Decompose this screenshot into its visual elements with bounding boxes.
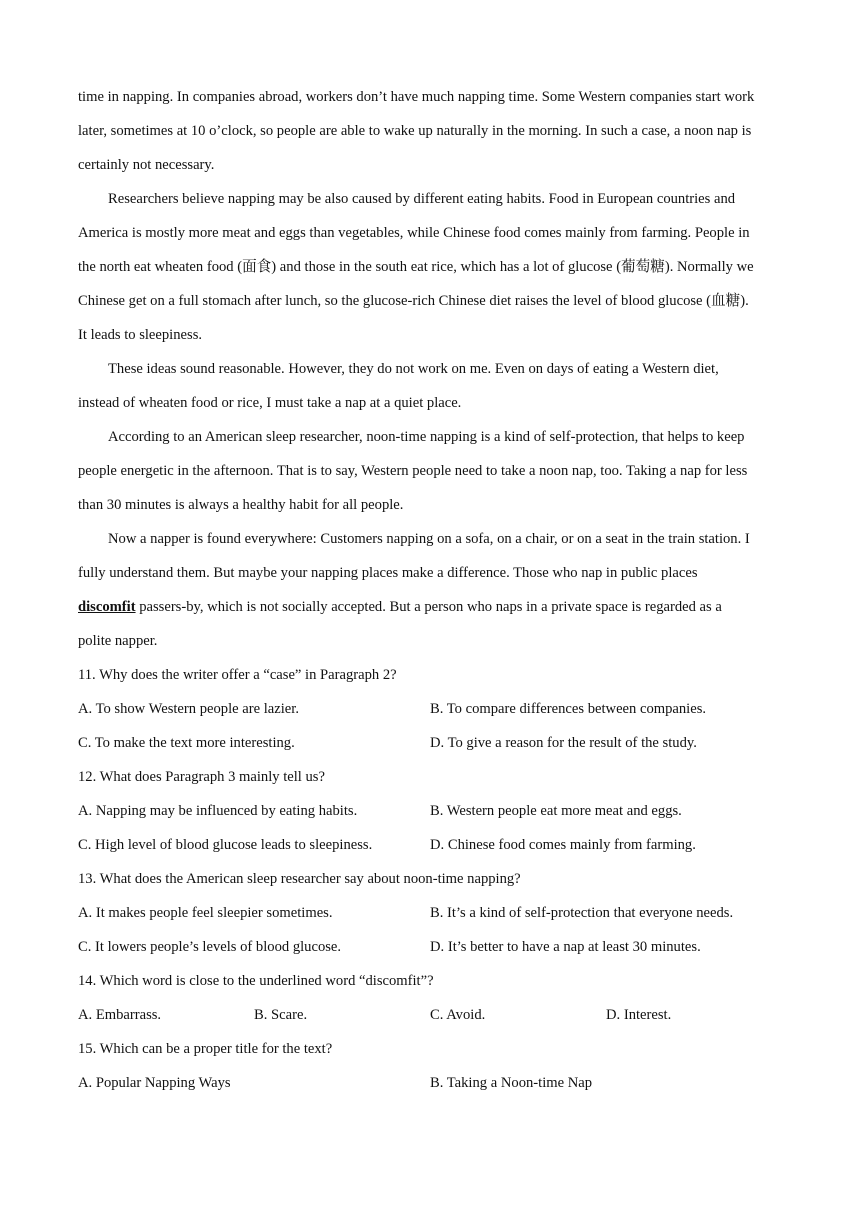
option-a: A. It makes people feel sleepier sometimes. [78, 905, 333, 921]
option-a: A. To show Western people are lazier. [78, 701, 299, 717]
option-b: B. Western people eat more meat and eggs. [430, 803, 682, 819]
option-row [78, 828, 788, 862]
passage-line: America is mostly more meat and eggs than vegetables, while Chinese food comes mainly from farming. People in [78, 225, 750, 241]
option-d: D. Interest. [606, 1007, 672, 1023]
passage-line: These ideas sound reasonable. However, they do not work on me. Even on days of eating a Western diet, [108, 361, 719, 377]
question-stem: 14. Which word is close to the underlined word “discomfit”? [78, 973, 434, 989]
option-c: C. Avoid. [430, 1007, 486, 1023]
passage-text: passers-by, which is not socially accepted. But a person who naps in a private space is regarded as a [135, 599, 722, 615]
question-stem: 15. Which can be a proper title for the text? [78, 1041, 333, 1057]
passage-line: instead of wheaten food or rice, I must take a nap at a quiet place. [78, 395, 462, 411]
option-b: B. To compare differences between companies. [430, 701, 707, 717]
option-a: A. Embarrass. [78, 1007, 162, 1023]
question-stem: 11. Why does the writer offer a “case” in Paragraph 2? [78, 667, 397, 683]
option-b: B. It’s a kind of self-protection that everyone needs. [430, 905, 734, 921]
passage-line: fully understand them. But maybe your napping places make a difference. Those who nap in public places [78, 565, 698, 581]
option-c: C. It lowers people’s levels of blood glucose. [78, 939, 342, 955]
passage-line: time in napping. In companies abroad, workers don’t have much napping time. Some Western companies start work [78, 89, 755, 105]
passage-line: people energetic in the afternoon. That is to say, Western people need to take a noon nap, too. Taking a nap for less [78, 463, 748, 479]
option-row [78, 896, 788, 930]
option-d: D. To give a reason for the result of the study. [430, 735, 697, 751]
passage-line-underlined [78, 590, 788, 624]
passage-line: certainly not necessary. [78, 157, 215, 173]
option-a: A. Popular Napping Ways [78, 1075, 231, 1091]
option-d: D. Chinese food comes mainly from farming. [430, 837, 696, 853]
option-row [78, 794, 788, 828]
option-row [78, 726, 788, 760]
passage-line: the north eat wheaten food (面食) and those in the south eat rice, which has a lot of glucose (葡萄糖). Normally we [78, 259, 754, 275]
passage-line: than 30 minutes is always a healthy habit for all people. [78, 497, 404, 513]
option-d: D. It’s better to have a nap at least 30 minutes. [430, 939, 701, 955]
option-row [78, 998, 788, 1032]
passage-line: Chinese get on a full stomach after lunch, so the glucose-rich Chinese diet raises the level of blood glucose (血糖). [78, 293, 749, 309]
option-c: C. To make the text more interesting. [78, 735, 295, 751]
passage-line: Researchers believe napping may be also caused by different eating habits. Food in European countries and [108, 191, 736, 207]
option-a: A. Napping may be influenced by eating habits. [78, 803, 358, 819]
passage-line: polite napper. [78, 633, 158, 649]
option-row [78, 1066, 788, 1100]
passage-line: According to an American sleep researcher, noon-time napping is a kind of self-protection, that helps to keep [108, 429, 745, 445]
underlined-word: discomfit [78, 599, 136, 615]
option-b: B. Taking a Noon-time Nap [430, 1075, 593, 1091]
option-row [78, 692, 788, 726]
question-stem: 13. What does the American sleep researcher say about noon-time napping? [78, 871, 521, 887]
question-stem: 12. What does Paragraph 3 mainly tell us? [78, 769, 325, 785]
option-row [78, 930, 788, 964]
passage-line: Now a napper is found everywhere: Customers napping on a sofa, on a chair, or on a seat in the train station. I [108, 531, 750, 547]
option-c: C. High level of blood glucose leads to sleepiness. [78, 837, 373, 853]
option-b: B. Scare. [254, 1007, 308, 1023]
passage-line: It leads to sleepiness. [78, 327, 203, 343]
passage-line: later, sometimes at 10 o’clock, so people are able to wake up naturally in the morning. In such a case, a noon nap is [78, 123, 752, 139]
